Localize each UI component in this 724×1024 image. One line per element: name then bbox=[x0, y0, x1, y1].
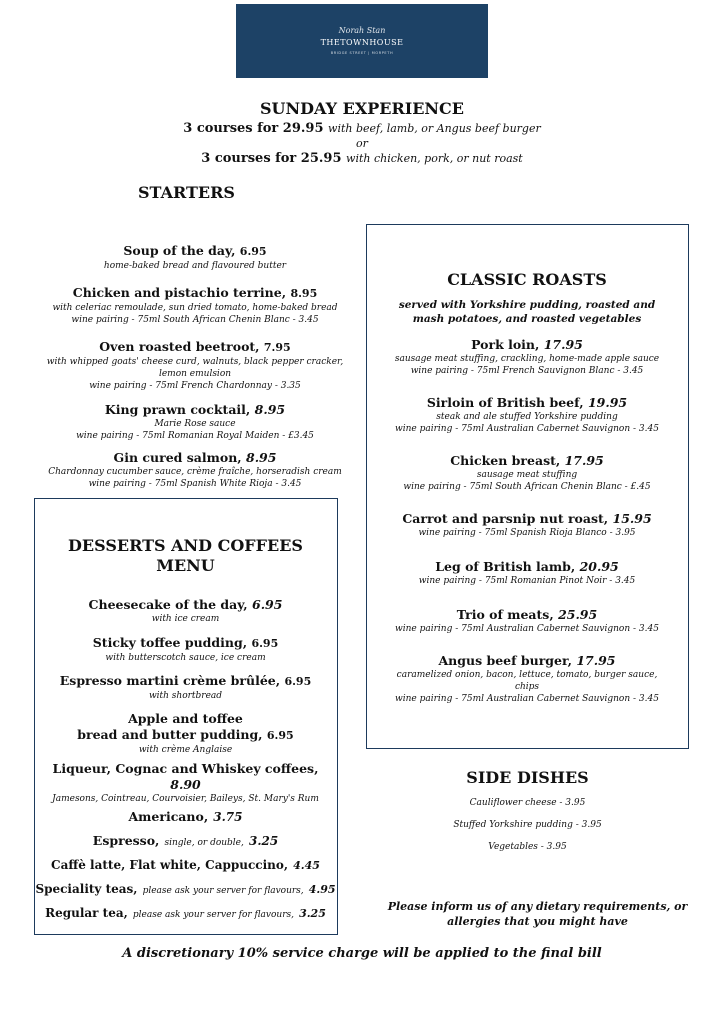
item-price: 8.90 bbox=[170, 777, 201, 792]
item-wine: wine pairing - 75ml Spanish White Rioja - 3.45 bbox=[88, 479, 302, 489]
drink-note: please ask your server for flavours, bbox=[142, 886, 304, 896]
menu-item bbox=[35, 597, 336, 635]
item-price: 17.95 bbox=[564, 453, 604, 468]
roasts-served-line-1: served with Yorkshire pudding, roasted and bbox=[398, 299, 656, 311]
menu-item bbox=[367, 653, 687, 705]
menu-item bbox=[367, 607, 687, 653]
side-item: Cauliflower cheese - 3.95 bbox=[469, 798, 586, 808]
menu-item bbox=[367, 511, 687, 559]
item-desc: Chardonnay cucumber sauce, crème fraîche, horseradish cream bbox=[48, 467, 342, 477]
item-name: Oven roasted beetroot, bbox=[99, 339, 260, 354]
drink-price: 3.25 bbox=[299, 907, 326, 920]
offer-line-2 bbox=[0, 151, 724, 166]
item-price: 25.95 bbox=[558, 607, 598, 622]
item-wine: wine pairing - 75ml French Chardonnay - 3.35 bbox=[89, 381, 301, 391]
item-price: 7.95 bbox=[263, 341, 291, 354]
item-name: Trio of meats, bbox=[456, 607, 554, 622]
item-desc: sausage meat stuffing bbox=[476, 470, 578, 480]
item-name: bread and butter pudding, bbox=[77, 727, 263, 742]
drink-item bbox=[35, 900, 336, 924]
item-name: Angus beef burger, bbox=[438, 653, 572, 668]
item-name: Carrot and parsnip nut roast, bbox=[402, 511, 609, 526]
item-price: 6.95 bbox=[284, 675, 312, 688]
drink-price: 4.95 bbox=[308, 883, 336, 896]
item-wine: wine pairing - 75ml Australian Cabernet Sauvignon - 3.45 bbox=[395, 624, 659, 634]
service-charge-note: A discretionary 10% service charge will be applied to the final bill bbox=[122, 946, 602, 961]
drink-item bbox=[35, 804, 336, 828]
item-wine: wine pairing - 75ml French Sauvignon Blanc - 3.45 bbox=[410, 366, 644, 376]
menu-item bbox=[40, 285, 350, 339]
item-price: 6.95 bbox=[266, 729, 294, 742]
item-name: Liqueur, Cognac and Whiskey coffees, bbox=[52, 761, 319, 776]
menu-item bbox=[367, 453, 687, 511]
item-wine: wine pairing - 75ml Australian Cabernet Sauvignon - 3.45 bbox=[395, 694, 659, 704]
item-name: Leg of British lamb, bbox=[435, 559, 576, 574]
item-name: King prawn cocktail, bbox=[104, 402, 251, 417]
desserts-title-line-2: MENU bbox=[156, 556, 215, 575]
menu-item bbox=[35, 711, 336, 761]
item-wine: wine pairing - 75ml South African Chenin Blanc - £.45 bbox=[403, 482, 651, 492]
desserts-box bbox=[34, 498, 338, 935]
roasts-box bbox=[366, 224, 689, 749]
drink-price: 3.75 bbox=[213, 810, 243, 824]
dietary-note-line-1: Please inform us of any dietary requirements, or bbox=[387, 900, 688, 913]
item-desc: with crème Anglaise bbox=[138, 745, 233, 755]
item-name: Sticky toffee pudding, bbox=[92, 635, 248, 650]
item-desc: steak and ale stuffed Yorkshire pudding bbox=[436, 412, 618, 422]
item-price: 17.95 bbox=[576, 653, 616, 668]
desserts-title bbox=[35, 536, 336, 576]
item-price: 8.95 bbox=[246, 450, 277, 465]
item-price: 6.95 bbox=[251, 637, 279, 650]
item-desc: with butterscotch sauce, ice cream bbox=[105, 653, 266, 663]
side-dishes bbox=[366, 768, 689, 852]
menu-item bbox=[40, 402, 350, 450]
item-name: Cheesecake of the day, bbox=[88, 597, 248, 612]
item-name: Chicken breast, bbox=[450, 453, 561, 468]
item-desc: with shortbread bbox=[148, 691, 223, 701]
item-wine: wine pairing - 75ml Australian Cabernet Sauvignon - 3.45 bbox=[395, 424, 659, 434]
item-name: Chicken and pistachio terrine, bbox=[72, 285, 287, 300]
desserts-list bbox=[35, 597, 336, 924]
logo-script: Norah Stan bbox=[338, 26, 386, 35]
item-wine: wine pairing - 75ml Spanish Rioja Blanco - 3.95 bbox=[418, 528, 636, 538]
item-desc: lemon emulsion bbox=[158, 369, 232, 379]
drink-price: 3.25 bbox=[248, 834, 279, 848]
offer-2-detail: with chicken, pork, or nut roast bbox=[346, 152, 523, 165]
item-desc: with whipped goats' cheese curd, walnuts, black pepper cracker, bbox=[46, 357, 344, 367]
item-price: 17.95 bbox=[543, 337, 583, 352]
side-item: Vegetables - 3.95 bbox=[488, 842, 567, 852]
drink-name: Regular tea, bbox=[45, 906, 128, 920]
roasts-header bbox=[367, 270, 687, 326]
menu-item bbox=[35, 635, 336, 673]
starters-title: STARTERS bbox=[138, 183, 235, 202]
starters-list bbox=[40, 243, 350, 490]
menu-item bbox=[367, 395, 687, 453]
item-name: Soup of the day, bbox=[123, 243, 236, 258]
item-name: Espresso martini crème brûlée, bbox=[59, 673, 281, 688]
item-wine: wine pairing - 75ml Romanian Royal Maiden - £3.45 bbox=[76, 431, 314, 441]
drink-name: Americano, bbox=[128, 809, 209, 824]
desserts-title-line-1: DESSERTS AND COFFEES bbox=[68, 536, 303, 555]
menu-item bbox=[40, 339, 350, 402]
side-item: Stuffed Yorkshire pudding - 3.95 bbox=[453, 820, 602, 830]
item-wine: wine pairing - 75ml Romanian Pinot Noir - 3.45 bbox=[418, 576, 636, 586]
item-desc: Marie Rose sauce bbox=[154, 419, 236, 429]
dietary-note-line-2: allergies that you might have bbox=[447, 915, 628, 928]
logo-name: THETOWNHOUSE bbox=[320, 38, 404, 47]
item-desc: caramelized onion, bacon, lettuce, tomato, burger sauce, bbox=[396, 670, 658, 680]
dietary-note bbox=[366, 899, 709, 929]
side-dishes-title: SIDE DISHES bbox=[466, 768, 589, 787]
item-desc: home-baked bread and flavoured butter bbox=[103, 261, 287, 271]
item-desc: with celeriac remoulade, sun dried tomato, home-baked bread bbox=[52, 303, 338, 313]
menu-item bbox=[40, 243, 350, 285]
drink-item bbox=[35, 828, 336, 852]
menu-item bbox=[367, 337, 687, 395]
offer-1-price: 3 courses for 29.95 bbox=[183, 121, 324, 136]
drink-name: Speciality teas, bbox=[35, 882, 138, 896]
item-price: 6.95 bbox=[239, 245, 267, 258]
item-price: 19.95 bbox=[587, 395, 628, 410]
item-name: Sirloin of British beef, bbox=[426, 395, 584, 410]
item-price: 8.95 bbox=[254, 402, 286, 417]
drink-name: Caffè latte, Flat white, Cappuccino, bbox=[51, 858, 289, 872]
menu-item bbox=[35, 761, 336, 804]
item-desc: sausage meat stuffing, crackling, home-made apple sauce bbox=[394, 354, 660, 364]
item-wine: wine pairing - 75ml South African Chenin Blanc - 3.45 bbox=[71, 315, 319, 325]
offer-or: or bbox=[356, 137, 368, 150]
drink-note: please ask your server for flavours, bbox=[132, 910, 294, 920]
item-name: Gin cured salmon, bbox=[113, 450, 242, 465]
roasts-title: CLASSIC ROASTS bbox=[447, 270, 607, 289]
offer-1-detail: with beef, lamb, or Angus beef burger bbox=[328, 122, 541, 135]
item-name-line-1: Apple and toffee bbox=[128, 711, 243, 726]
menu-item bbox=[367, 559, 687, 607]
drink-note: single, or double, bbox=[164, 838, 244, 848]
menu-item bbox=[35, 673, 336, 711]
logo-subtitle: BRIDGE STREET | MORPETH bbox=[330, 51, 394, 55]
item-price: 8.95 bbox=[290, 287, 318, 300]
offer-line-1 bbox=[0, 121, 724, 136]
item-price: 15.95 bbox=[612, 511, 652, 526]
drink-name: Espresso, bbox=[92, 833, 160, 848]
item-desc: with ice cream bbox=[151, 614, 220, 624]
roasts-served-line-2: mash potatoes, and roasted vegetables bbox=[412, 313, 642, 325]
item-price: 6.95 bbox=[252, 597, 283, 612]
restaurant-logo bbox=[236, 4, 488, 78]
item-desc: chips bbox=[514, 682, 540, 692]
drink-price: 4.45 bbox=[293, 859, 320, 872]
offer-2-price: 3 courses for 25.95 bbox=[201, 151, 342, 166]
item-name: Pork loin, bbox=[471, 337, 540, 352]
page-title: SUNDAY EXPERIENCE bbox=[260, 99, 464, 118]
menu-item bbox=[40, 450, 350, 490]
roasts-list bbox=[367, 337, 687, 705]
item-price: 20.95 bbox=[579, 559, 619, 574]
drink-item bbox=[35, 876, 336, 900]
drink-item bbox=[35, 852, 336, 876]
item-desc: Jamesons, Cointreau, Courvoisier, Baileys, St. Mary's Rum bbox=[52, 794, 319, 804]
